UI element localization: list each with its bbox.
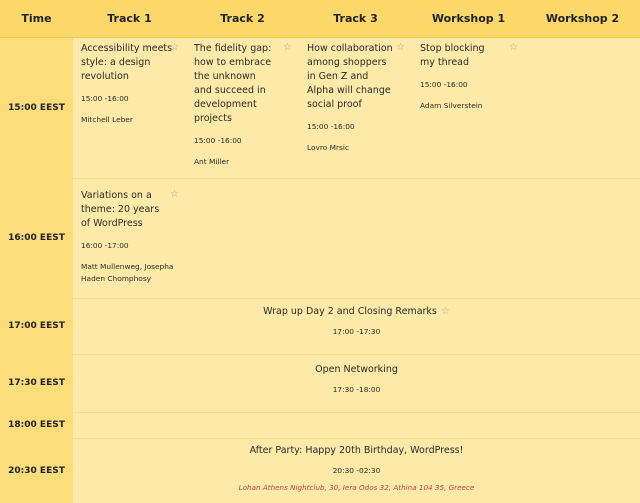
- header-track-2: Track 2: [186, 0, 299, 38]
- header-time: Time: [0, 0, 73, 38]
- session-title[interactable]: Open Networking: [315, 364, 398, 375]
- session-time: 15:00 -16:00: [420, 80, 468, 89]
- session-title[interactable]: Accessibility meets style: a design revolution: [81, 43, 173, 82]
- favorite-star-icon[interactable]: ☆: [396, 42, 405, 53]
- plenary-session[interactable]: [73, 306, 640, 336]
- session-time: 15:00 -16:00: [194, 136, 242, 145]
- session-card[interactable]: [307, 42, 407, 154]
- session-time: 15:00 -16:00: [307, 122, 355, 131]
- session-speakers: Matt Mullenweg, Josepha Haden Chomphosy: [81, 262, 174, 283]
- time-slot: 16:00 EEST: [8, 233, 65, 243]
- time-slot: 17:00 EEST: [8, 321, 65, 331]
- favorite-star-icon[interactable]: ☆: [509, 42, 518, 53]
- session-title[interactable]: The fidelity gap: how to embrace the unknown and succeed in development projects: [194, 43, 272, 124]
- row-divider: [73, 178, 640, 179]
- plenary-session[interactable]: [73, 445, 640, 492]
- time-slot: 20:30 EEST: [8, 465, 65, 476]
- session-time: 20:30 -02:30: [332, 466, 381, 475]
- row-divider: [73, 298, 640, 299]
- session-speakers: Ant Miller: [194, 157, 230, 166]
- session-card[interactable]: [420, 42, 520, 112]
- favorite-star-icon[interactable]: ☆: [283, 42, 292, 53]
- row-divider: [73, 438, 640, 439]
- plenary-session[interactable]: [73, 364, 640, 394]
- session-speakers: Lovro Mrsic: [307, 143, 350, 152]
- session-card[interactable]: [194, 42, 294, 168]
- favorite-star-icon[interactable]: ☆: [170, 42, 179, 53]
- header-track-3: Track 3: [299, 0, 412, 38]
- header-workshop-2: Workshop 2: [525, 0, 640, 38]
- time-slot: 17:30 EEST: [8, 378, 65, 388]
- session-title[interactable]: Stop blocking my thread: [420, 43, 485, 68]
- session-time: 17:30 -18:00: [332, 385, 381, 394]
- time-slot: 18:00 EEST: [8, 420, 65, 430]
- header-track-1: Track 1: [73, 0, 186, 38]
- session-location: Lohan Athens Nightclub, 30, Iera Odos 32, Athina 104 35, Greece: [238, 483, 475, 492]
- time-slot: 15:00 EEST: [8, 103, 65, 113]
- session-time: 16:00 -17:00: [81, 241, 129, 250]
- session-time: 17:00 -17:30: [332, 327, 381, 336]
- header-workshop-1: Workshop 1: [412, 0, 525, 38]
- session-speakers: Mitchell Leber: [81, 115, 133, 124]
- session-title[interactable]: After Party: Happy 20th Birthday, WordPress!: [249, 445, 464, 456]
- session-card[interactable]: [81, 42, 181, 126]
- session-card[interactable]: [81, 189, 181, 285]
- row-divider: [73, 412, 640, 413]
- session-title[interactable]: Variations on a theme: 20 years of WordPress: [81, 190, 160, 229]
- row-divider: [73, 354, 640, 355]
- session-speakers: Adam Silverstein: [420, 101, 483, 110]
- session-title[interactable]: Wrap up Day 2 and Closing Remarks: [263, 306, 437, 317]
- favorite-star-icon[interactable]: ☆: [170, 189, 179, 200]
- favorite-star-icon[interactable]: ☆: [440, 306, 450, 317]
- session-time: 15:00 -16:00: [81, 94, 129, 103]
- session-title[interactable]: How collaboration among shoppers in Gen Z and Alpha will change social proof: [307, 43, 393, 110]
